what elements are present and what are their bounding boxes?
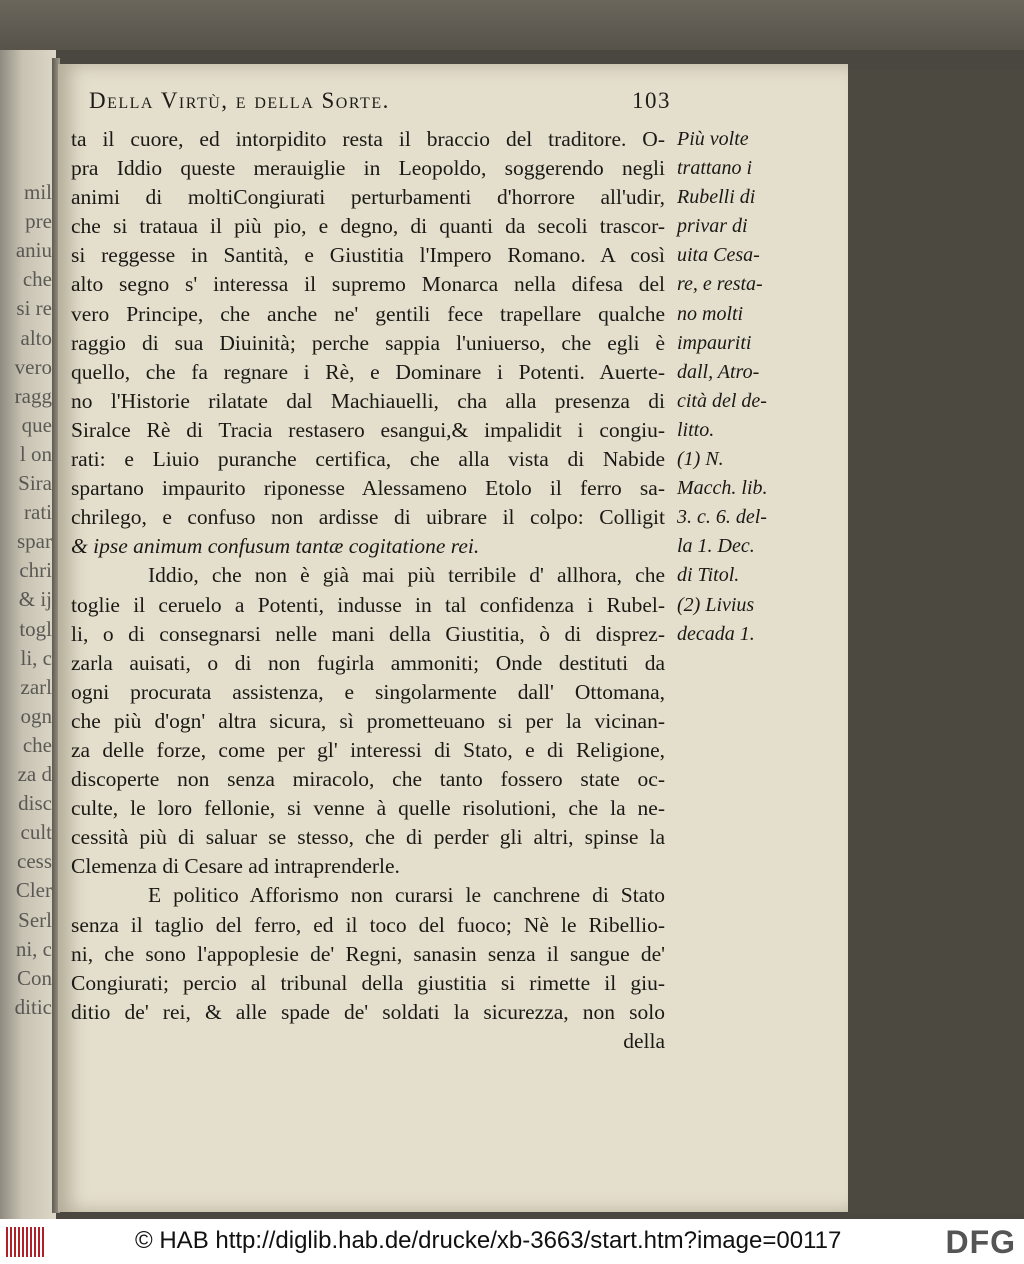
text-line: si reggesse in Santità, e Giustitia l'Impero Romano. A così — [71, 243, 665, 268]
text-line: senza il taglio del ferro, ed il toco del fuoco; Nè le Ribellio- — [71, 912, 665, 937]
facing-page-text-fragment: ragg — [14, 383, 52, 408]
margin-note-line: impauriti — [677, 331, 752, 354]
facing-page-text-fragment: Sira — [18, 471, 52, 495]
margin-note-line: dall, Atro- — [677, 360, 760, 383]
facing-page-text-fragment: chri — [19, 558, 52, 583]
dfg-logo: DFG — [945, 1224, 1016, 1260]
footer-citation[interactable]: © HAB http://diglib.hab.de/drucke/xb-3663/start.htm?image=00117 — [135, 1227, 842, 1254]
facing-page-text-fragment: ogn — [20, 703, 52, 728]
text-line: animi di moltiCongiurati perturbamenti d'horrore all'udir, — [71, 185, 665, 210]
facing-page-text-fragment: zarl — [20, 674, 52, 699]
text-line: E politico Afforismo non curarsi le canchrene di Stato — [148, 883, 665, 908]
text-line: rati: e Liuio puranche certifica, che alla vista di Nabide — [71, 447, 665, 472]
text-line: che si trataua il più pio, e degno, di quanti da secoli trascor- — [71, 214, 665, 239]
facing-page-text-fragment: si re — [16, 296, 52, 321]
margin-note-line: uita Cesa- — [677, 244, 760, 267]
text-line: ditio de' rei, & alle spade de' soldati la sicurezza, non solo — [71, 999, 665, 1024]
margin-note-line: (2) Livius — [677, 593, 755, 616]
text-line: della — [623, 1028, 665, 1053]
text-line: che più d'ogn' altra sicura, sì prometteuano si per la vicinan- — [71, 708, 665, 733]
facing-page-text-fragment: Con — [16, 965, 52, 990]
text-line: spartano impaurito riponesse Alessameno Etolo il ferro sa- — [71, 476, 665, 501]
margin-notes — [677, 125, 769, 649]
text-line: ogni procurata assistenza, e singolarmente dall' Ottomana, — [71, 679, 665, 704]
facing-page-text-fragment: ditic — [14, 994, 52, 1019]
facing-page-text-fragment: togl — [19, 616, 52, 641]
facing-page-text-fragment: pre — [25, 209, 52, 234]
text-line: alto segno s' interessa il supremo Monarca nella difesa del — [71, 272, 665, 297]
text-line: Clemenza di Cesare ad intraprenderle. — [71, 854, 400, 879]
facing-page-text-fragment: disc — [18, 791, 52, 816]
margin-note-line: cità del de- — [677, 389, 767, 412]
margin-note-line: di Titol. — [677, 564, 740, 587]
facing-page-text-fragment: rati — [24, 500, 52, 525]
margin-note-line: Macch. lib. — [677, 477, 768, 500]
text-line: chrilego, e confuso non ardisse di uibrare il colpo: Colligit — [71, 505, 665, 530]
margin-note-line: trattano i — [677, 157, 753, 180]
margin-note-line: re, e resta- — [677, 273, 763, 296]
page-number: 103 — [632, 88, 671, 113]
facing-page-text-fragment: que — [21, 412, 52, 437]
margin-note-line: Più volte — [677, 128, 749, 150]
facing-page-text-fragment: & ij — [18, 587, 52, 612]
text-line: discoperte non senza miracolo, che tanto fossero state oc- — [71, 767, 665, 792]
facing-page-text-fragment: che — [22, 732, 52, 757]
facing-page-text-fragment: za d — [17, 762, 52, 786]
facing-page-text-fragment: ni, c — [15, 936, 52, 961]
scan-top-edge — [0, 0, 1024, 50]
facing-page-text-fragment: vero — [14, 354, 52, 379]
margin-note-line: privar di — [677, 215, 748, 238]
text-line: culte, le loro fellonie, si venne à quelle risolutioni, che la ne- — [71, 796, 665, 821]
facing-page-text-fragment: aniu — [15, 238, 52, 263]
facing-page-text-fragment: Cler — [15, 878, 52, 903]
text-line: Siralce Rè di Tracia restasero esangui,& impalidit i congiu- — [71, 417, 665, 442]
running-header — [89, 88, 671, 114]
scan-right-edge — [848, 70, 1024, 1215]
facing-page-text-fragment: cult — [20, 820, 52, 845]
text-line: Congiurati; percio al tribunal della giustitia si rimette il giu- — [71, 970, 665, 995]
facing-page-text-fragment: che — [22, 267, 52, 292]
margin-note-line: (1) N. — [677, 448, 724, 471]
margin-note-line: decada 1. — [677, 622, 755, 645]
facing-page-text-fragment: spar — [17, 529, 52, 554]
margin-note-line: no molti — [677, 302, 744, 325]
text-line: no l'Historie rilatate dal Machiauelli, cha alla presenza di — [71, 388, 665, 413]
margin-note-line: litto. — [677, 418, 715, 441]
text-line: pra Iddio queste merauiglie in Leopoldo, soggerendo negli — [71, 156, 665, 181]
text-line: li, o di consegnarsi nelle mani della Giustitia, ò di disprez- — [71, 621, 665, 646]
text-line: toglie il ceruelo a Potenti, indusse in tal confidenza i Rubel- — [71, 592, 665, 617]
facing-page-text-fragment: Serl — [18, 907, 52, 932]
text-line: Iddio, che non è già mai più terribile d' allhora, che — [148, 563, 665, 588]
text-line: raggio di sua Diuinità; perche sappia l'uniuerso, che egli è — [71, 330, 665, 355]
facing-page-fragment — [0, 50, 56, 1220]
facing-page-text-fragment: mil — [23, 180, 52, 204]
text-line: vero Principe, che anche ne' gentili fece trapellare qualche — [71, 301, 665, 326]
text-line: & ipse animum confusum tantæ cogitatione rei. — [71, 534, 480, 559]
text-line: ta il cuore, ed intorpidito resta il braccio del traditore. O- — [71, 127, 665, 151]
hab-barcode-icon — [6, 1227, 46, 1257]
text-line: zarla auisati, o di non fugirla ammoniti; Onde destituti da — [71, 650, 665, 675]
margin-note-line: 3. c. 6. del- — [677, 506, 767, 529]
margin-note-line: la 1. Dec. — [677, 535, 755, 558]
facing-page-text-fragment: li, c — [20, 645, 52, 670]
margin-note-line: Rubelli di — [677, 186, 756, 209]
running-title: Della Virtù, e della Sorte. — [89, 88, 390, 113]
text-line: ni, che sono l'appoplesie de' Regni, sanasin senza il sangue de' — [71, 941, 665, 966]
body-text — [71, 125, 665, 1056]
text-line: za delle forze, come per gl' interessi di Stato, e di Religione, — [71, 737, 665, 762]
text-line: cessità più di saluar se stesso, che di perder gli altri, spinse la — [71, 825, 665, 850]
facing-page-text-fragment: cess — [17, 849, 52, 874]
footer-bar — [0, 1219, 1024, 1264]
facing-page-text-fragment: alto — [20, 325, 52, 350]
facing-page-text-fragment: l on — [19, 441, 52, 466]
text-line: quello, che fa regnare i Rè, e Dominare i Potenti. Auerte- — [71, 359, 665, 384]
